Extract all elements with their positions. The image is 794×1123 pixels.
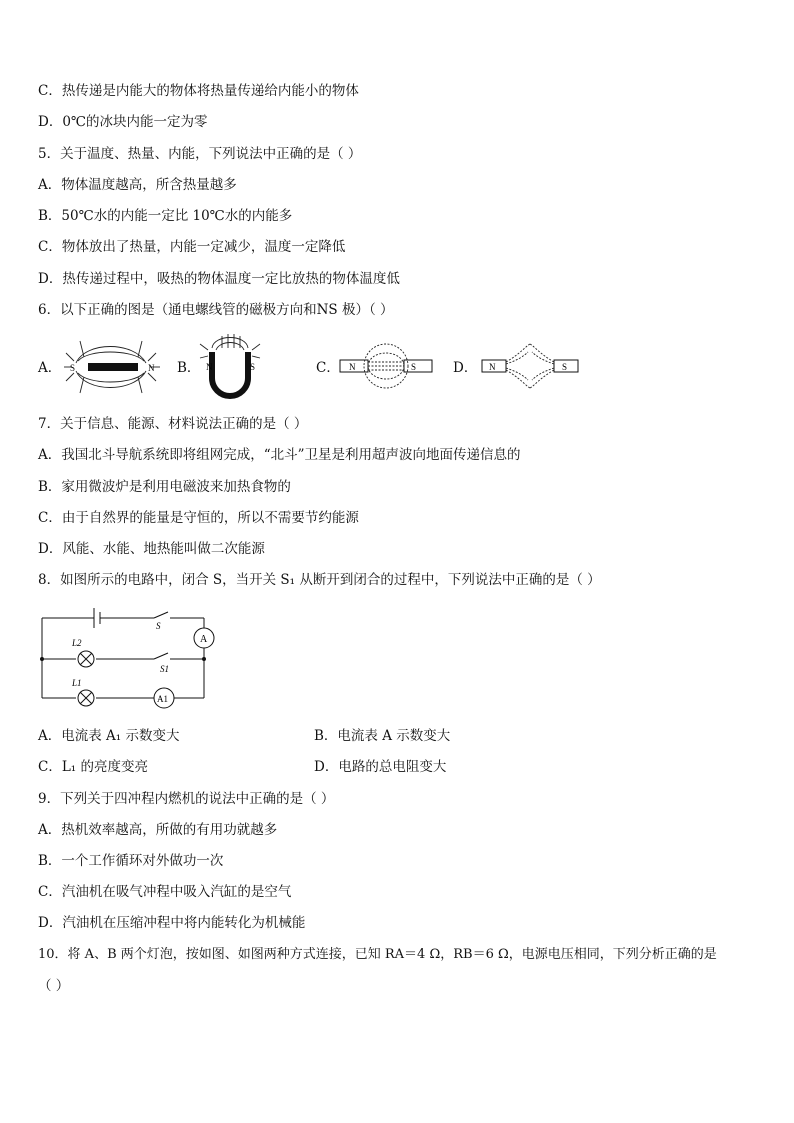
switch-s-label: S xyxy=(156,621,161,631)
question-6: 6．以下正确的图是（通电螺线管的磁极方向和NS 极）（ ） xyxy=(38,302,394,318)
question-8: 8．如图所示的电路中，闭合 S，当开关 S₁ 从断开到闭合的过程中，下列说法中正确的是（ ） xyxy=(38,572,601,588)
q9-option-c: C．汽油机在吸气冲程中吸入汽缸的是空气 xyxy=(38,884,292,900)
q9-option-a: A．热机效率越高，所做的有用功就越多 xyxy=(38,822,278,838)
lamp-l1-label: L1 xyxy=(72,678,82,688)
q8-option-d: D．电路的总电阻变大 xyxy=(314,759,447,775)
magnet-d-n-label: N xyxy=(489,362,496,372)
option-c-heat-transfer: C．热传递是内能大的物体将热量传递给内能小的物体 xyxy=(38,83,359,99)
lamp-l2-label: L2 xyxy=(72,638,82,648)
q6-option-c-label: C． xyxy=(316,360,340,376)
q7-option-b: B．家用微波炉是利用电磁波来加热食物的 xyxy=(38,479,291,495)
magnet-a-s-label: S xyxy=(70,363,76,373)
switch-s1-label: S1 xyxy=(160,664,169,674)
question-7: 7．关于信息、能源、材料说法正确的是（ ） xyxy=(38,416,308,432)
magnet-c-n-label: N xyxy=(349,362,356,372)
q6-figure-d-magnets xyxy=(480,342,580,390)
q6-figure-c-magnets xyxy=(338,340,434,392)
q5-option-a: A．物体温度越高，所含热量越多 xyxy=(38,177,237,193)
q6-figure-a-bar-magnet xyxy=(62,335,162,399)
magnet-b-s-label: S xyxy=(250,362,256,372)
q9-option-b: B．一个工作循环对外做功一次 xyxy=(38,853,224,869)
ammeter-a1-label: A1 xyxy=(157,694,168,704)
q8-circuit-diagram xyxy=(38,600,224,716)
magnet-c-s-label: S xyxy=(411,362,417,372)
q8-option-a: A．电流表 A₁ 示数变大 xyxy=(38,728,180,744)
question-10: 10．将 A、B 两个灯泡，按如图、如图两种方式连接，已知 RA＝4 Ω，RB＝6 Ω，电源电压相同，下列分析正确的是 xyxy=(38,947,717,962)
option-d-ice-energy: D．0℃的冰块内能一定为零 xyxy=(38,114,208,130)
q5-option-b: B．50℃水的内能一定比 10℃水的内能多 xyxy=(38,208,293,224)
q9-option-d: D．汽油机在压缩冲程中将内能转化为机械能 xyxy=(38,915,306,931)
q8-option-c: C．L₁ 的亮度变亮 xyxy=(38,759,148,775)
magnet-b-n-label: N xyxy=(206,362,213,372)
q7-option-d: D．风能、水能、地热能叫做二次能源 xyxy=(38,541,265,557)
q6-figure-b-u-magnet xyxy=(198,332,270,402)
q6-option-a-label: A． xyxy=(38,360,62,376)
q7-option-c: C．由于自然界的能量是守恒的，所以不需要节约能源 xyxy=(38,510,359,526)
magnet-a-n-label: N xyxy=(148,363,155,373)
q7-option-a: A．我国北斗导航系统即将组网完成，“北斗”卫星是利用超声波向地面传递信息的 xyxy=(38,447,521,463)
q8-option-b: B．电流表 A 示数变大 xyxy=(314,728,451,744)
question-9: 9．下列关于四冲程内燃机的说法中正确的是（ ） xyxy=(38,791,335,807)
q6-option-b-label: B． xyxy=(177,360,201,376)
q5-option-d: D．热传递过程中，吸热的物体温度一定比放热的物体温度低 xyxy=(38,271,400,287)
question-10-bracket: （ ） xyxy=(38,978,70,994)
q5-option-c: C．物体放出了热量，内能一定减少，温度一定降低 xyxy=(38,239,346,255)
magnet-d-s-label: S xyxy=(562,362,568,372)
question-5: 5．关于温度、热量、内能，下列说法中正确的是（ ） xyxy=(38,146,362,162)
ammeter-a-label: A xyxy=(200,634,208,645)
q6-option-d-label: D． xyxy=(453,360,478,376)
